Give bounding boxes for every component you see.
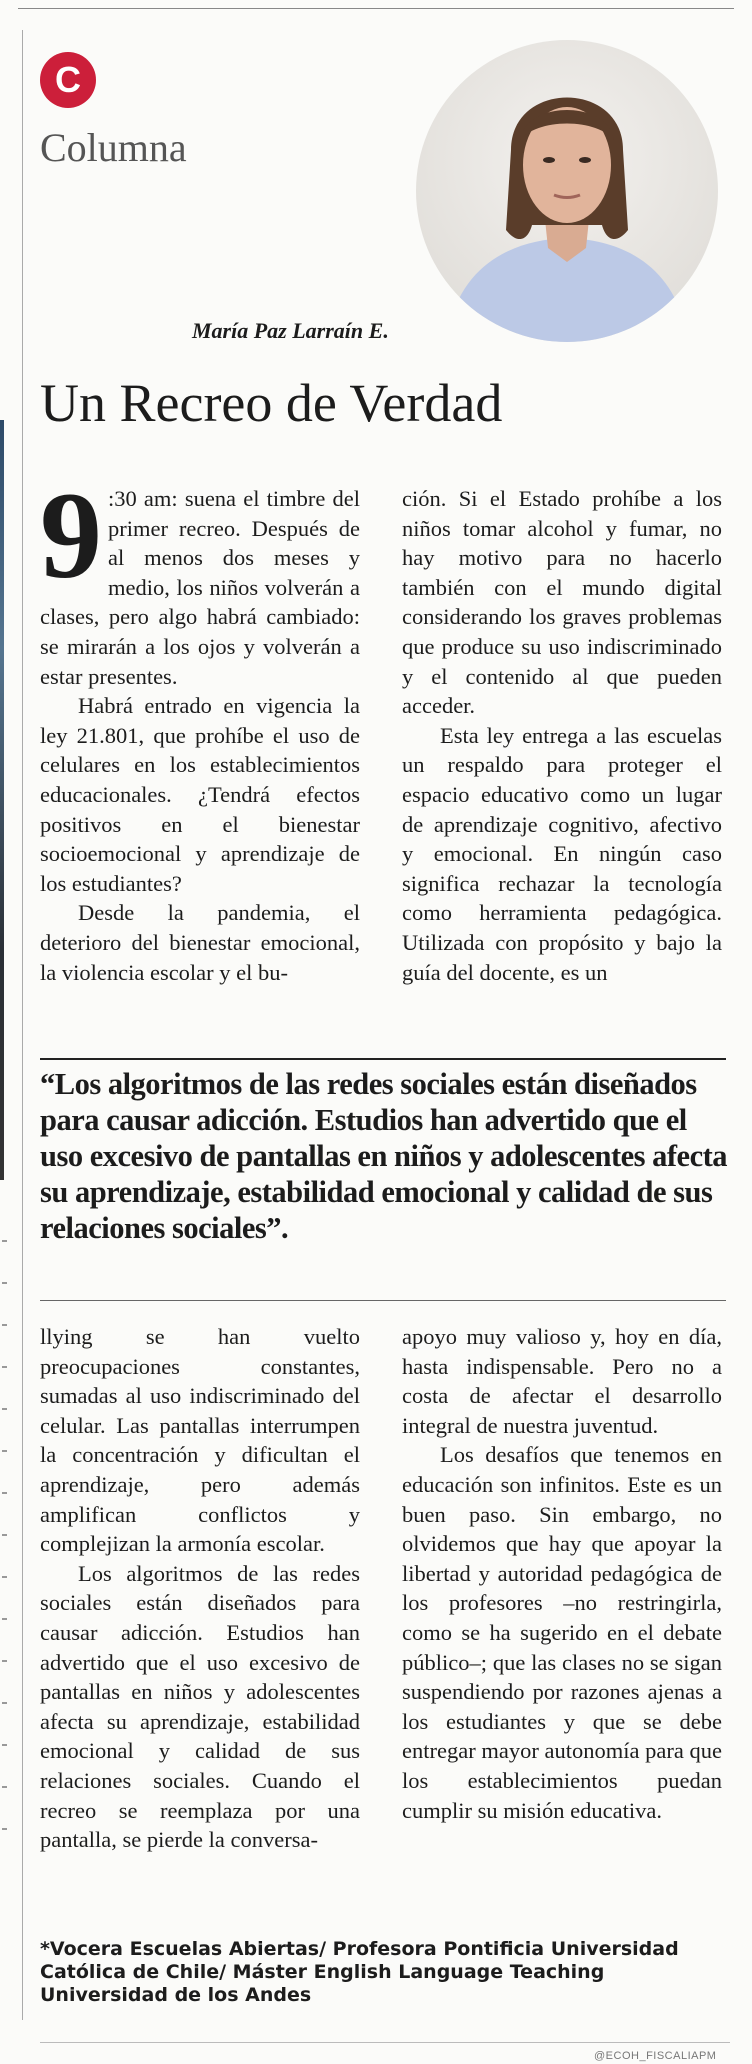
top-rule: [18, 8, 734, 9]
margin-marks: [2, 1240, 8, 1960]
adjacent-page-edge: [0, 420, 4, 1180]
paragraph: Los algoritmos de las redes sociales están diseñados para causar adicción. Estudios han advertido que el uso excesivo de pantallas en niños y adolescentes afecta su aprendizaje, estabilidad emocional y calidad de sus relaciones sociales. Cuando el recreo se reemplaza por una pantalla, se pierde la conversa-: [40, 1560, 360, 1853]
column-3: [40, 1322, 360, 1855]
author-bio: *Vocera Escuelas Abiertas/ Profesora Pontificia Universidad Católica de Chile/ Máster English Language Teaching Universidad de los Andes: [40, 1938, 679, 2006]
pull-quote-rule: [40, 1058, 726, 1060]
paragraph: :30 am: suena el timbre del primer recreo. Después de al menos dos meses y medio, los niños volverán a clases, pero algo habrá cambiado: se mirarán a los ojos y volverán a estar presentes.: [40, 486, 360, 689]
paragraph: ción. Si el Estado prohíbe a los niños tomar alcohol y fumar, no hay motivo para no hacerlo también con el mundo digital considerando los graves problemas que produce su uso indiscriminado y el contenido al que pueden acceder.: [402, 486, 722, 719]
paragraph: Desde la pandemia, el deterioro del bienestar emocional, la violencia escolar y el bu-: [40, 900, 360, 985]
paragraph: apoyo muy valioso y, hoy en día, hasta indispensable. Pero no a costa de afectar el desarrollo integral de nuestra juventud.: [402, 1324, 722, 1438]
author-photo: [416, 40, 718, 342]
source-credit: @ECOH_FISCALIAPM: [594, 2050, 717, 2062]
pull-quote: “Los algoritmos de las redes sociales están diseñados para causar adicción. Estudios han advertido que el uso excesivo de pantallas en niños y adolescentes afecta su aprendizaje, estabilidad emocional y calidad de sus relaciones sociales”.: [40, 1067, 728, 1245]
paragraph: Los desafíos que tenemos en educación son infinitos. Este es un buen paso. Sin embargo, no olvidemos que hay que apoyar la libertad y autoridad pedagógica de los profesores –no restringirla, como se ha sugerido en el debate público–; que las clases no se sigan suspendiendo por razones ajenas a los estudiantes y que se debe entregar mayor autonomía para que los establecimientos puedan cumplir su misión educativa.: [402, 1442, 722, 1823]
section-label: Columna: [40, 125, 187, 170]
bottom-rule: [40, 2042, 730, 2043]
drop-cap: 9: [40, 467, 102, 604]
column-4: [402, 1322, 722, 1825]
paragraph: Habrá entrado en vigencia la ley 21.801, que prohíbe el uso de celulares en los establecimientos educacionales. ¿Tendrá efectos positivos en el bienestar socioemocional y aprendizaje de los estudiantes?: [40, 693, 360, 896]
left-column-rule: [22, 30, 23, 2020]
paragraph: llying se han vuelto preocupaciones constantes, sumadas al uso indiscriminado del celular. Las pantallas interrumpen la concentración y dificultan el aprendizaje, pero además amplifican conflictos y complejizan la armonía escolar.: [40, 1324, 360, 1557]
column-2: [402, 484, 722, 987]
headline: Un Recreo de Verdad: [40, 373, 503, 433]
column-1: [40, 467, 360, 987]
author-name: María Paz Larraín E.: [192, 318, 389, 343]
section-badge: C: [40, 52, 96, 108]
pull-quote-rule-bottom: [40, 1300, 726, 1301]
paragraph: Esta ley entrega a las escuelas un respaldo para proteger el espacio educativo como un lugar de aprendizaje cognitivo, afectivo y emocional. En ningún caso significa rechazar la tecnología como herramienta pedagógica. Utilizada con propósito y bajo la guía del docente, es un: [402, 722, 722, 985]
